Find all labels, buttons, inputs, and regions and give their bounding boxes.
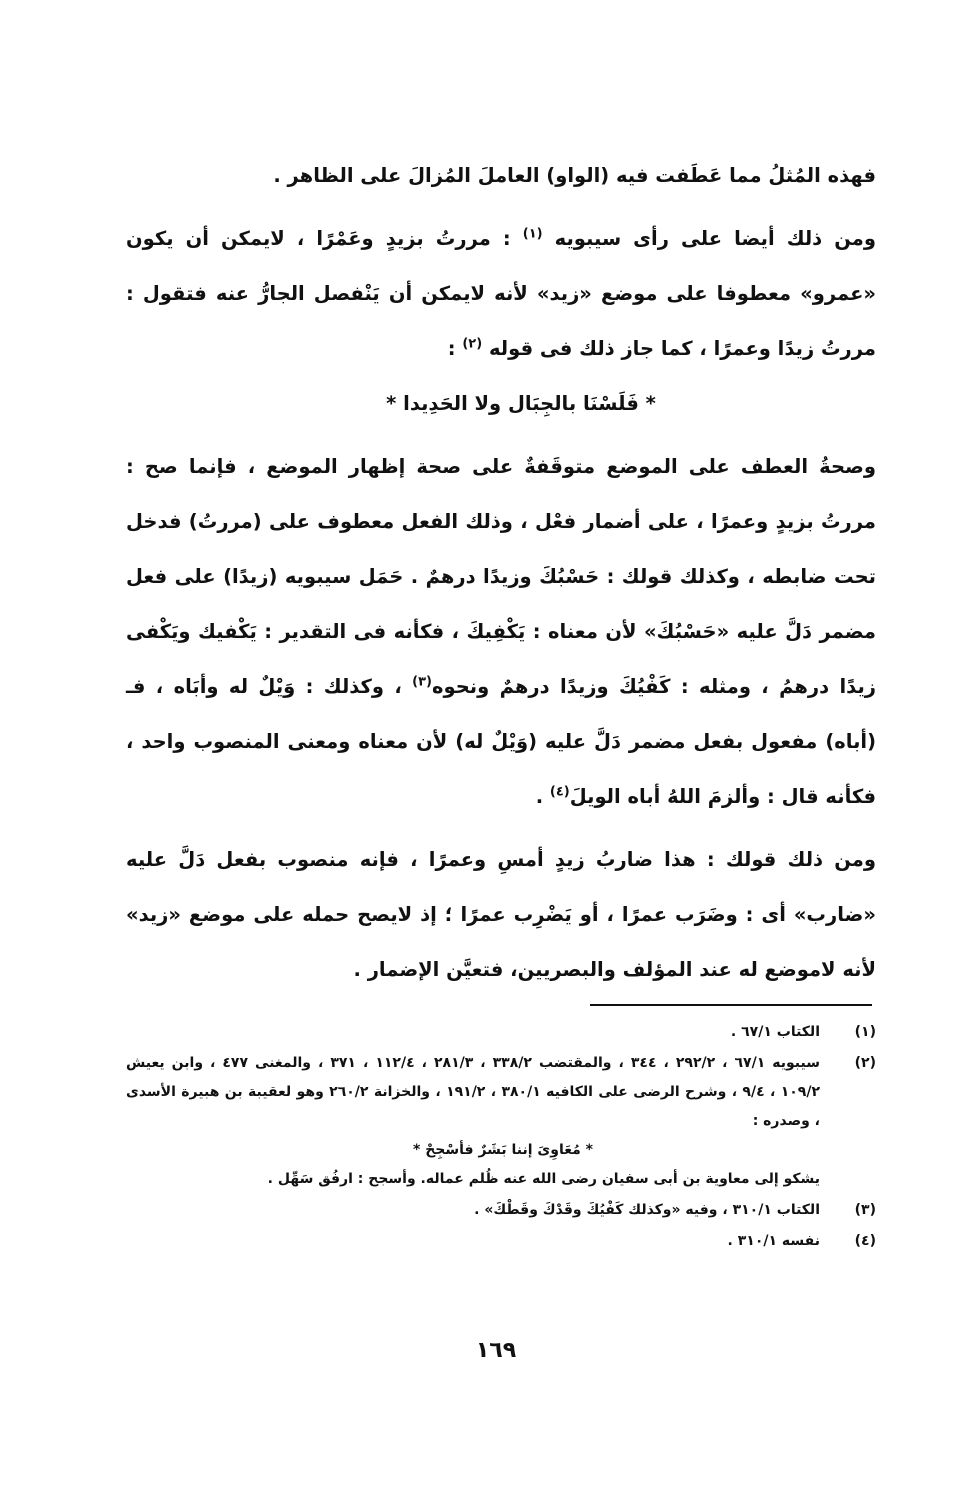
footnote-text (126, 1196, 820, 1225)
footnote-text (126, 1227, 820, 1256)
paragraph-4: ومن ذلك قولك : هذا ضاربُ زيدٍ أمسِ وعمرًا ، فإنه منصوب بفعل دَلَّ عليه «ضارب» أى : وضَرَب عمرًا ، أو يَضْرِب عمرًا ؛ إذ لايصح حمله على موضع «زيد» لأنه لاموضع له عند المؤلف والبصريين، فتعيَّن الإضمار . (126, 848, 876, 981)
footnote-2 (126, 1049, 876, 1194)
footnote-text (126, 1018, 820, 1047)
footnote-verse: * مُعَاوِىَ إننا بَشَرٌ فأسْجِحْ * (413, 1142, 593, 1158)
footnote-ref-4[interactable]: (٤) (549, 784, 570, 800)
paragraph-2-text-b: : مررتُ بزيدٍ وعَمْرًا ، لايمكن أن يكون «عمرو» معطوفا على موضع «زيد» لأنه لايمكن أن يَنْفصل الجارُّ عنه فتقول : مررتُ زيدًا وعمرًا ، كما جاز ذلك فى قوله (126, 227, 876, 360)
footnote-ref-2[interactable]: (٢) (462, 336, 483, 352)
footnote-line: نفسه ٣١٠/١ . (727, 1233, 820, 1249)
paragraph-3 (126, 439, 876, 824)
footnote-number: (٣) (854, 1202, 876, 1218)
paragraph-2-text-a: ومن ذلك أيضا على رأى سيبويه (542, 227, 876, 250)
footnote-3 (126, 1196, 876, 1225)
footnote-ref-3[interactable]: (٣) (412, 674, 432, 690)
footnote-text (126, 1049, 820, 1194)
paragraph-1: فهذه المُثلُ مما عَطَفت فيه (الواو) العاملَ المُزالَ على الظاهر . (273, 164, 876, 187)
main-text (126, 148, 876, 997)
footnotes (126, 1018, 876, 1258)
verse-line: * فَلَسْنَا بالجِبَال ولا الحَدِيدا * (386, 392, 656, 415)
footnote-line: سيبويه ٦٧/١ ، ٢٩٢/٢ ، ٣٤٤ ، والمقتضب ٣٣٨/٢ ، ٢٨١/٣ ، ١١٢/٤ ، ٣٧١ ، والمغنى ٤٧٧ ، وابن يعيش ١٠٩/٢ ، ٩/٤ ، وشرح الرضى على الكافيه ٣٨٠/١ ، ١٩١/٢ ، والخزانة ٢٦٠/٢ وهو لعقيبة بن هبيرة الأسدى ، وصدره : (126, 1055, 821, 1129)
footnote-1 (126, 1018, 876, 1047)
footnote-number: (٢) (854, 1055, 876, 1071)
footnote-number: (١) (854, 1024, 876, 1040)
paragraph-2 (126, 211, 876, 376)
footnote-4 (126, 1227, 876, 1256)
page-number: ١٦٩ (475, 1338, 517, 1363)
paragraph-3-text-a: وصحةُ العطف على الموضع متوقَفةٌ على صحة إظهار الموضع ، فإنما صح : مررتُ بزيدٍ وعمرًا ، على أضمار فعْل ، وذلك الفعل معطوف على (مررتُ) فدخل تحت ضابطه ، وكذلك قولك : حَسْبُكَ وزيدًا درهمٌ . حَمَل سيبويه (زيدًا) على فعل مضمر دَلَّ عليه «حَسْبُكَ» لأن معناه : يَكْفِيكَ ، فكأنه فى التقدير : يَكْفيك ويَكْفى زيدًا درهمُ ، ومثله : كَفْيُكَ وزيدًا درهمٌ ونحوه (126, 455, 876, 698)
paragraph-2-text-c: : (447, 337, 463, 360)
footnote-divider (590, 1004, 872, 1006)
footnote-line: الكتاب ٣١٠/١ ، وفيه «وكذلك كَفْيُكَ وقَدْكَ وقَطْكَ» . (474, 1202, 820, 1218)
footnote-line: يشكو إلى معاوية بن أبى سفيان رضى الله عنه ظُلم عماله. وأسجح : ارفُق سَهِّل . (267, 1171, 820, 1187)
paragraph-3-text-c: . (535, 785, 550, 808)
paragraph-3-text-b: ، وكذلك : وَيْلٌ له وأبَاه ، فـ (أباه) مفعول بفعل مضمر دَلَّ عليه (وَيْلٌ له) لأن معناه ومعنى المنصوب واحد ، فكأنه قال : وألزمَ اللهُ أباه الويلَ (126, 675, 876, 808)
footnote-number: (٤) (854, 1233, 876, 1249)
footnote-ref-1[interactable]: (١) (522, 226, 543, 242)
footnote-line: الكتاب ٦٧/١ . (730, 1024, 820, 1040)
